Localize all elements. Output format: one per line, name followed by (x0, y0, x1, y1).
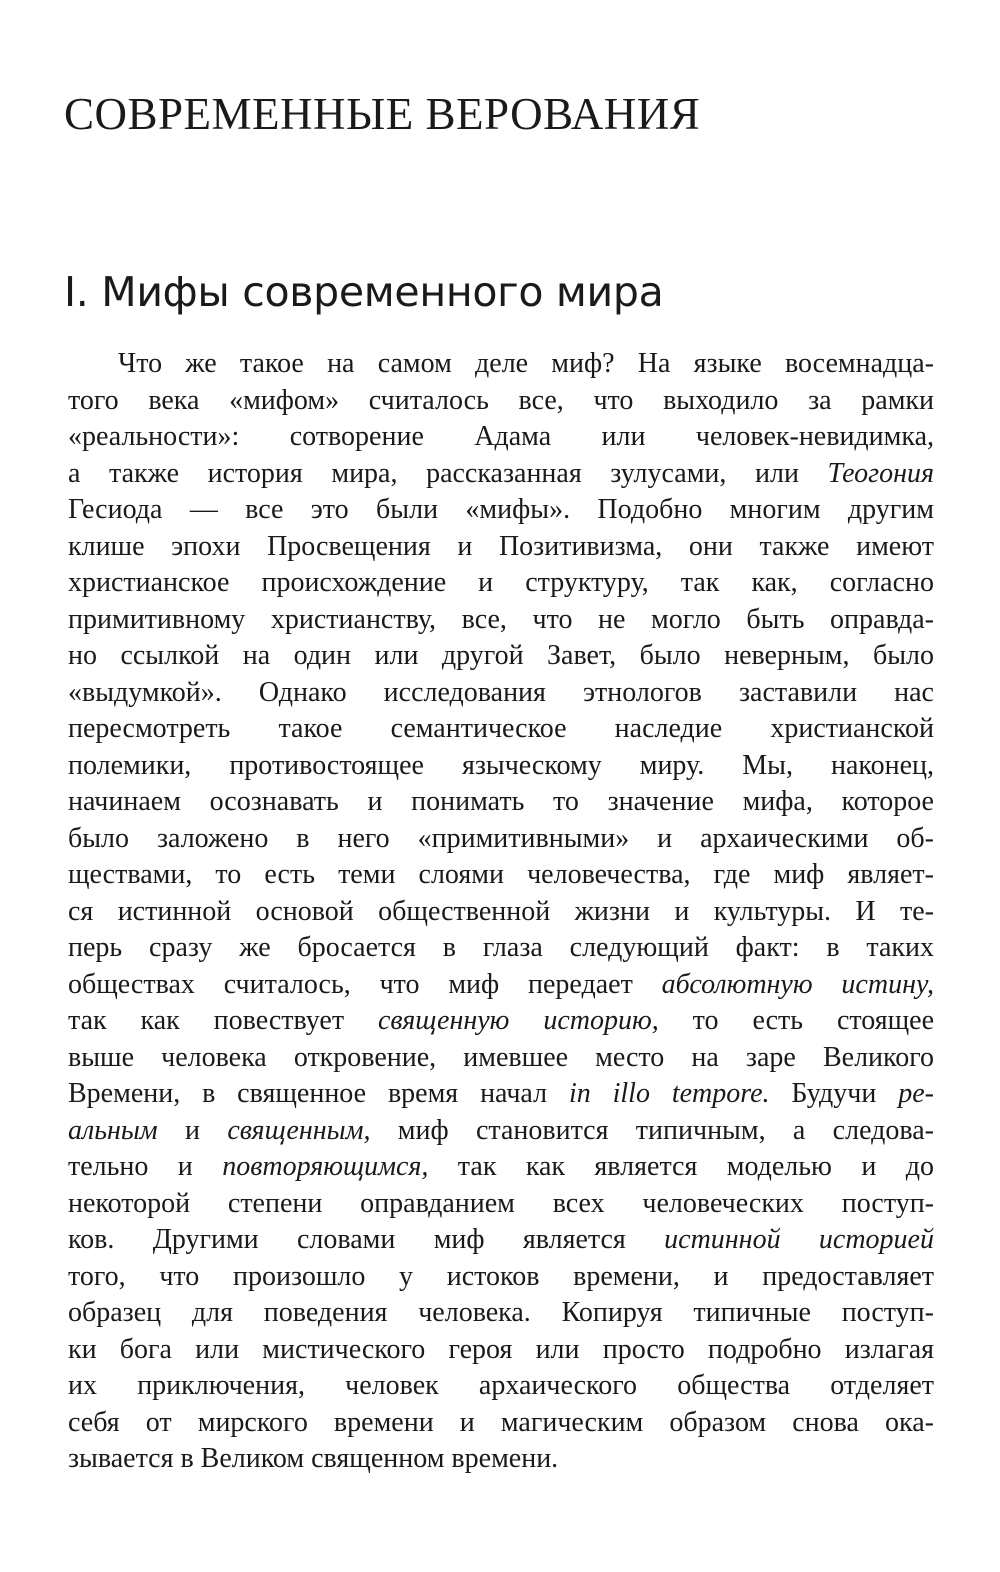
text-line (68, 383, 934, 420)
text-line (68, 857, 934, 894)
text-line (68, 1222, 934, 1259)
text-line (68, 346, 934, 383)
text-segment: обществах считалось, что миф передает (68, 968, 662, 1000)
text-line (68, 894, 934, 931)
text-segment: клише эпохи Просвещения и Позитивизма, они также имеют (68, 530, 934, 562)
text-line (68, 529, 934, 566)
text-line (68, 1040, 934, 1077)
chapter-title: I. Мифы современного мира (64, 268, 664, 316)
text-line (68, 1295, 934, 1332)
text-segment: христианское происхождение и структуру, так как, согласно (68, 567, 934, 598)
text-segment: полемики, противостоящее языческому миру. Мы, наконец, (68, 749, 934, 781)
text-segment: того века «мифом» считалось все, что выходило за рамки (68, 384, 934, 416)
text-segment: но ссылкой на один или другой Завет, было неверным, было (68, 640, 934, 671)
text-line (68, 784, 934, 821)
text-segment: некоторой степени оправданием всех человеческих поступ- (68, 1187, 934, 1219)
body-paragraph (68, 346, 934, 1478)
italic-text: истинной историей (664, 1224, 934, 1255)
text-line (68, 1003, 934, 1040)
text-line (68, 1113, 934, 1150)
text-segment: тельно и (68, 1151, 223, 1182)
text-segment: начинаем осознавать и понимать то значение мифа, которое (68, 786, 934, 817)
text-segment: их приключения, человек архаического общества отделяет (68, 1370, 934, 1401)
text-segment: а также история мира, рассказанная зулусами, или (68, 457, 828, 489)
text-line (68, 602, 934, 639)
text-segment: Будучи (769, 1078, 899, 1109)
text-segment: и (157, 1114, 228, 1146)
italic-text: ре- (898, 1078, 934, 1109)
text-line (68, 748, 934, 785)
text-segment: было заложено в него «примитивными» и архаическими об- (68, 822, 934, 854)
italic-text: священную историю, (377, 1005, 659, 1036)
text-segment: ся истинной основой общественной жизни и культуры. И те- (68, 895, 934, 927)
italic-text: священным, (227, 1114, 371, 1146)
text-segment: того, что произошло у истоков времени, и предоставляет (68, 1260, 934, 1292)
italic-text: абсолютную истину, (661, 968, 934, 1000)
text-line (68, 456, 934, 493)
text-line (68, 565, 934, 602)
text-segment: то есть стоящее (658, 1005, 934, 1036)
text-segment: перь сразу же бросается в глаза следующий факт: в таких (68, 932, 934, 963)
text-line (68, 419, 934, 456)
text-line (68, 1332, 934, 1369)
text-segment: себя от мирского времени и магическим образом снова ока- (68, 1406, 934, 1438)
text-segment: пересмотреть такое семантическое наследие христианской (68, 713, 934, 744)
text-line (68, 711, 934, 748)
text-segment: так как является моделью и до (428, 1151, 934, 1182)
text-segment: образец для поведения человека. Копируя типичные поступ- (68, 1297, 934, 1328)
text-segment: ков. Другими словами миф является (68, 1224, 665, 1255)
text-line (68, 1259, 934, 1296)
text-line (68, 492, 934, 529)
text-segment: ществами, то есть теми слоями человечества, где миф являет- (68, 859, 934, 890)
text-line (68, 1441, 934, 1478)
text-segment: примитивному христианству, все, что не могло быть оправда- (68, 603, 934, 635)
text-line (68, 1149, 934, 1186)
text-segment: Что же такое на самом деле миф? На языке восемнадца- (118, 348, 934, 379)
text-segment: ки бога или мистического героя или просто подробно излагая (68, 1333, 934, 1365)
text-line (68, 1186, 934, 1223)
text-segment: «реальности»: сотворение Адама или человек-невидимка, (68, 421, 934, 452)
text-segment: «выдумкой». Однако исследования этнологов заставили нас (68, 676, 934, 708)
text-segment: Времени, в священное время начал (68, 1078, 569, 1109)
italic-text: Теогония (827, 457, 934, 489)
text-line (68, 1368, 934, 1405)
text-line (68, 1405, 934, 1442)
italic-text: повторяющимся, (222, 1151, 429, 1182)
text-line (68, 638, 934, 675)
text-line (68, 1076, 934, 1113)
text-line (68, 930, 934, 967)
text-line (68, 821, 934, 858)
italic-text: альным (68, 1114, 158, 1146)
section-title: СОВРЕМЕННЫЕ ВЕРОВАНИЯ (64, 89, 701, 139)
text-segment: так как повествует (68, 1005, 378, 1036)
text-segment: выше человека откровение, имевшее место на заре Великого (68, 1041, 934, 1073)
text-segment: зывается в Великом священном времени. (68, 1443, 559, 1474)
text-line (68, 967, 934, 1004)
text-line (68, 675, 934, 712)
text-segment: миф становится типичным, а следова- (370, 1114, 934, 1146)
italic-text: in illo tempore. (568, 1078, 770, 1109)
text-segment: Гесиода — все это были «мифы». Подобно многим другим (68, 494, 934, 525)
